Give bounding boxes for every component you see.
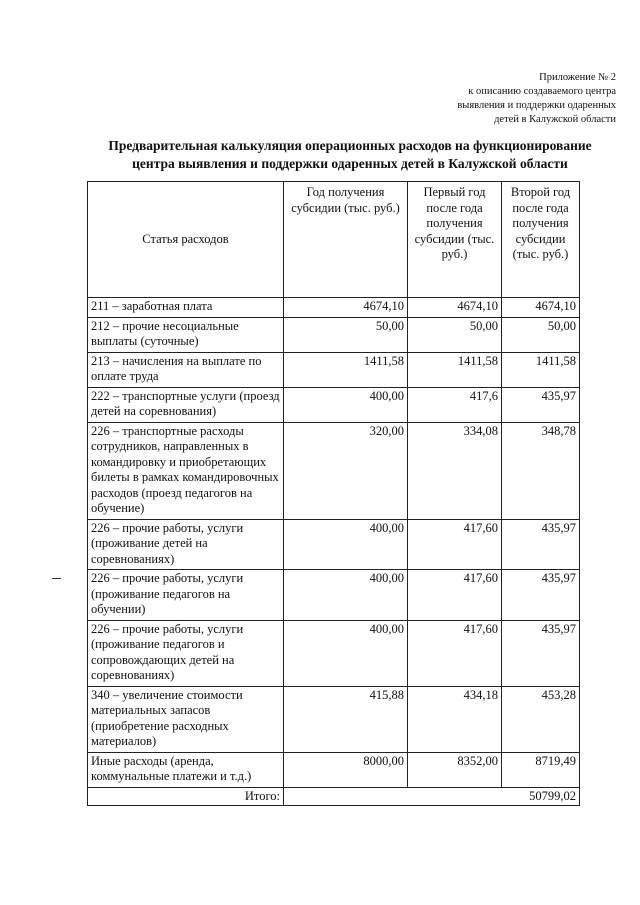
row-value-year0: 8000,00 <box>284 752 408 787</box>
appendix-line: к описанию создаваемого центра <box>468 86 616 97</box>
row-value-year2: 435,97 <box>502 620 580 686</box>
row-value-year2: 435,97 <box>502 519 580 570</box>
row-value-year2: 50,00 <box>502 317 580 352</box>
row-value-year2: 435,97 <box>502 387 580 422</box>
row-value-year1: 8352,00 <box>408 752 502 787</box>
table-row <box>88 570 580 621</box>
row-value-year0: 320,00 <box>284 422 408 519</box>
row-value-year0: 1411,58 <box>284 352 408 387</box>
header-year2: Второй год после года получения субсидии (тыс. руб.) <box>502 182 580 298</box>
row-item: 211 – заработная плата <box>88 298 284 318</box>
row-value-year2: 4674,10 <box>502 298 580 318</box>
row-value-year1: 417,60 <box>408 620 502 686</box>
row-item: 213 – начисления на выплате по оплате труда <box>88 352 284 387</box>
appendix-note <box>356 71 616 127</box>
table-row <box>88 752 580 787</box>
table-row <box>88 298 580 318</box>
table-row <box>88 519 580 570</box>
title-line: центра выявления и поддержки одаренных детей в Калужской области <box>132 156 568 171</box>
row-value-year1: 417,60 <box>408 570 502 621</box>
row-value-year1: 434,18 <box>408 686 502 752</box>
title-line: Предварительная калькуляция операционных расходов на функционирование <box>108 138 592 153</box>
appendix-line: Приложение № 2 <box>539 72 616 83</box>
table-row <box>88 317 580 352</box>
total-value: 50799,02 <box>284 787 580 806</box>
appendix-line: детей в Калужской области <box>494 114 616 125</box>
row-item: 226 – прочие работы, услуги (проживание педагогов на обучении) <box>88 570 284 621</box>
header-item: Статья расходов <box>88 182 284 298</box>
row-item: Иные расходы (аренда, коммунальные платежи и т.д.) <box>88 752 284 787</box>
header-year0: Год получения субсидии (тыс. руб.) <box>284 182 408 298</box>
row-value-year2: 435,97 <box>502 570 580 621</box>
row-value-year1: 417,60 <box>408 519 502 570</box>
total-row <box>88 787 580 806</box>
appendix-line: выявления и поддержки одаренных <box>457 100 616 111</box>
row-value-year1: 334,08 <box>408 422 502 519</box>
table-header-row <box>88 182 580 298</box>
expense-table <box>87 181 580 806</box>
row-value-year2: 348,78 <box>502 422 580 519</box>
table-row <box>88 387 580 422</box>
row-item: 222 – транспортные услуги (проезд детей на соревнования) <box>88 387 284 422</box>
table-row <box>88 620 580 686</box>
row-value-year2: 1411,58 <box>502 352 580 387</box>
scan-mark <box>52 578 61 579</box>
row-value-year1: 1411,58 <box>408 352 502 387</box>
document-title <box>80 137 620 173</box>
row-item: 340 – увеличение стоимости материальных запасов (приобретение расходных материалов) <box>88 686 284 752</box>
row-value-year0: 400,00 <box>284 387 408 422</box>
row-item: 226 – транспортные расходы сотрудников, направленных в командировку и приобретающих билеты в рамках командировочных расходов (проезд педагогов на обучение) <box>88 422 284 519</box>
row-value-year0: 400,00 <box>284 570 408 621</box>
row-item: 226 – прочие работы, услуги (проживание детей на соревнованиях) <box>88 519 284 570</box>
row-value-year0: 4674,10 <box>284 298 408 318</box>
row-value-year0: 400,00 <box>284 519 408 570</box>
table-row <box>88 686 580 752</box>
table-row <box>88 422 580 519</box>
row-value-year1: 4674,10 <box>408 298 502 318</box>
total-label: Итого: <box>88 787 284 806</box>
row-value-year2: 8719,49 <box>502 752 580 787</box>
row-value-year1: 50,00 <box>408 317 502 352</box>
row-value-year0: 50,00 <box>284 317 408 352</box>
header-year1: Первый год после года получения субсидии (тыс. руб.) <box>408 182 502 298</box>
row-value-year0: 400,00 <box>284 620 408 686</box>
row-item: 226 – прочие работы, услуги (проживание педагогов и сопровождающих детей на соревнованиях) <box>88 620 284 686</box>
table-row <box>88 352 580 387</box>
row-value-year2: 453,28 <box>502 686 580 752</box>
row-value-year1: 417,6 <box>408 387 502 422</box>
row-value-year0: 415,88 <box>284 686 408 752</box>
row-item: 212 – прочие несоциальные выплаты (суточные) <box>88 317 284 352</box>
